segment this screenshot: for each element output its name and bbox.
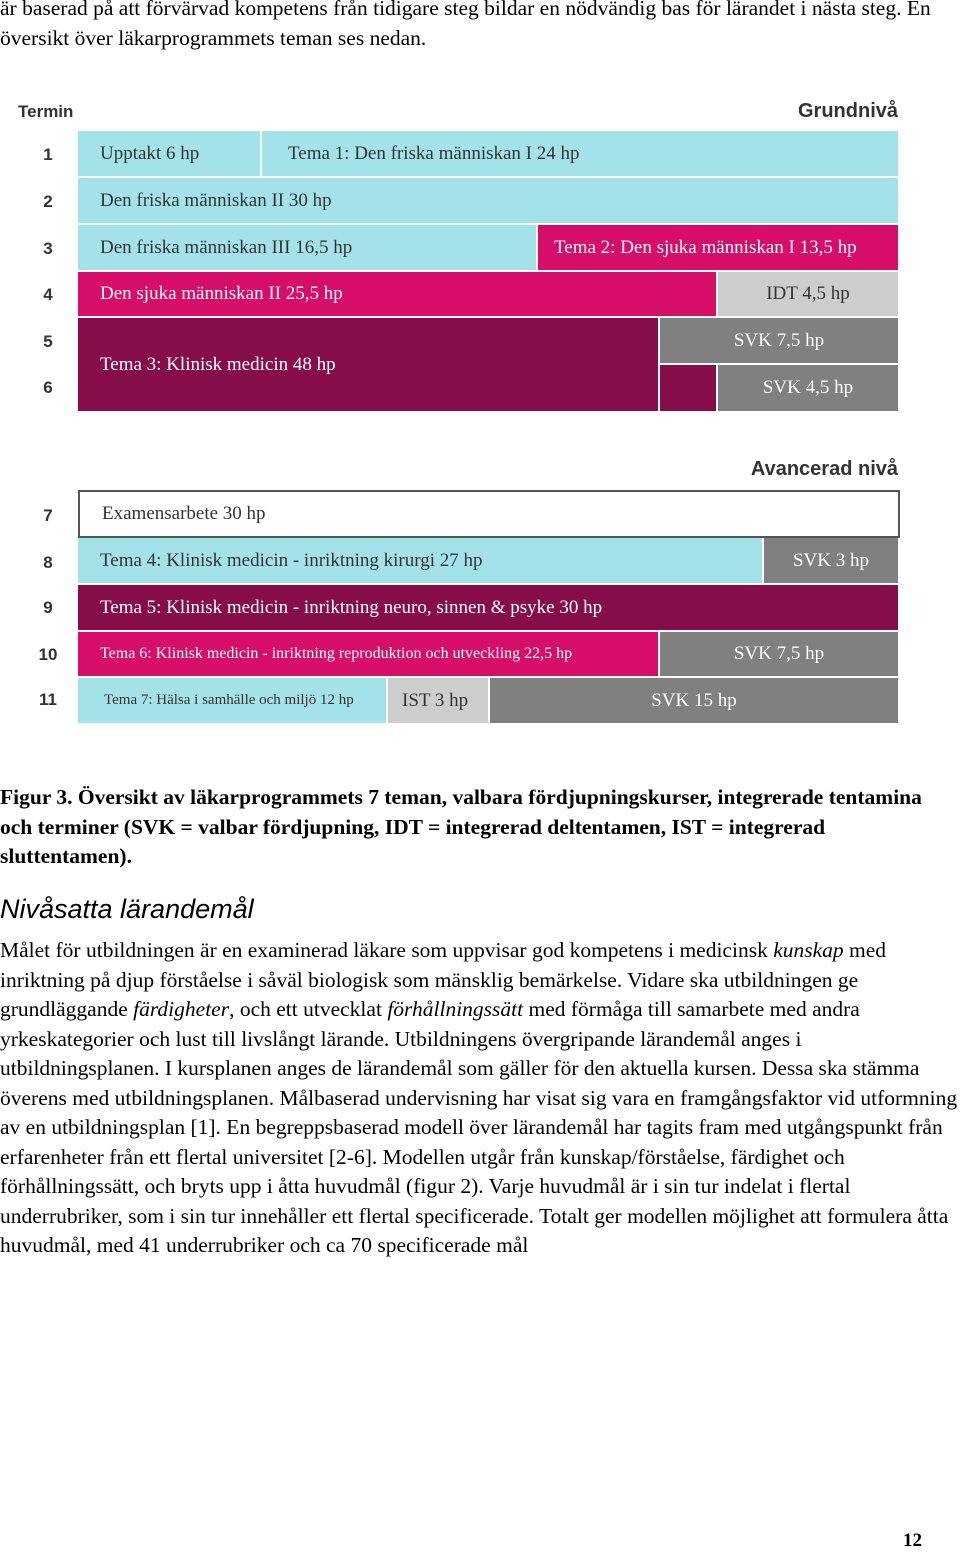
body-paragraph	[0, 936, 958, 1261]
term-number: 2	[43, 192, 53, 211]
block-svk-4-5: SVK 4,5 hp	[718, 365, 900, 413]
block-svk-7-5-a: SVK 7,5 hp	[660, 318, 900, 365]
body-text-part: med inriktning på djup förståelse i såväl biologisk som mänsklig bemärkelse. Vidare ska utbildningen ge grundläggande	[0, 938, 887, 1021]
term-column-heading: Termin	[18, 102, 74, 121]
block-svk-15: SVK 15 hp	[490, 678, 900, 725]
block-ist: IST 3 hp	[388, 678, 490, 725]
section-heading: Nivåsatta lärandemål	[0, 894, 254, 924]
program-overview-figure	[0, 88, 960, 738]
term-number: 1	[43, 145, 53, 164]
block-friska-iii: Den friska människan III 16,5 hp	[78, 225, 538, 272]
block-tema-5: Tema 5: Klinisk medicin - inriktning neuro, sinnen & psyke 30 hp	[78, 585, 900, 632]
term-number: 7	[43, 506, 53, 525]
block-tema-1: Tema 1: Den friska människan I 24 hp	[262, 131, 900, 178]
block-tema-2: Tema 2: Den sjuka människan I 13,5 hp	[538, 225, 900, 272]
body-text-part: , och ett utvecklat	[229, 997, 382, 1021]
term-number: 5	[43, 332, 53, 351]
term-number: 4	[43, 285, 53, 304]
term-number: 10	[38, 645, 58, 664]
body-text-part: med förmåga till samarbete med andra yrkeskategorier och lust till livslångt lärande. Utbildningens övergripande lärandemål anges i utbildningsplanen. I kursplanen anges de lärandemål som gäller för den aktuella kursen. Dessa ska stämma överens med utbildningsplanen. Målbaserad undervisning har visat sig vara en framgångsfaktor vid utformning av en utbildningsplan [1]. En begreppsbaserad modell över lärandemål har tagits fram med utgångspunkt från erfarenheter från ett flertal universitet [2-6]. Modellen utgår från kunskap/förståelse, färdighet och förhållningssätt, och bryts upp i åtta huvudmål (figur 2). Varje huvudmål är i sin tur indelat i flertal underrubriker, som i sin tur innehåller ett flertal specificerade. Totalt ger modellen möjlighet att formulera åtta huvudmål, med 41 underrubriker och ca 70 specificerade mål	[0, 997, 958, 1257]
intro-paragraph: är baserad på att förvärvad kompetens från tidigare steg bildar en nödvändig bas för lärandet i nästa steg. En översikt över läkarprogrammets teman ses nedan.	[0, 0, 931, 50]
block-tema-6: Tema 6: Klinisk medicin - inriktning reproduktion och utveckling 22,5 hp	[78, 632, 660, 678]
block-upptakt: Upptakt 6 hp	[78, 131, 262, 178]
term-number: 6	[43, 378, 53, 397]
block-tema-4: Tema 4: Klinisk medicin - inriktning kirurgi 27 hp	[78, 538, 764, 585]
term-number: 3	[43, 239, 53, 258]
emphasis-forhallningssatt: förhållningssätt	[387, 997, 524, 1021]
block-sjuka-ii: Den sjuka människan II 25,5 hp	[78, 272, 718, 318]
block-svk-3: SVK 3 hp	[764, 538, 900, 585]
figure-caption: Figur 3. Översikt av läkarprogrammets 7 teman, valbara fördjupningskurser, integrerade tentamina och terminer (SVK = valbar fördjupning, IDT = integrerad deltentamen, IST = integrerad sluttentamen).	[0, 785, 922, 868]
advanced-level-label: Avancerad nivå	[750, 458, 898, 480]
block-svk-7-5-b: SVK 7,5 hp	[660, 632, 900, 678]
term-number: 11	[39, 690, 57, 709]
block-tema-7: Tema 7: Hälsa i samhälle och miljö 12 hp	[78, 678, 388, 725]
term-number: 9	[43, 598, 53, 617]
block-idt: IDT 4,5 hp	[718, 272, 900, 318]
emphasis-kunskap: kunskap	[773, 938, 844, 962]
block-tema-3-extension	[660, 365, 718, 413]
emphasis-fardigheter: färdigheter	[133, 997, 230, 1021]
block-tema-3: Tema 3: Klinisk medicin 48 hp	[78, 318, 660, 413]
basic-level-label: Grundnivå	[797, 100, 898, 122]
block-examensarbete: Examensarbete 30 hp	[78, 490, 900, 538]
term-number: 8	[43, 553, 53, 572]
body-text-part: Målet för utbildningen är en examinerad läkare som uppvisar god kompetens i medicinsk	[0, 938, 768, 962]
block-friska-ii: Den friska människan II 30 hp	[78, 178, 900, 225]
page-number: 12	[903, 1530, 922, 1551]
